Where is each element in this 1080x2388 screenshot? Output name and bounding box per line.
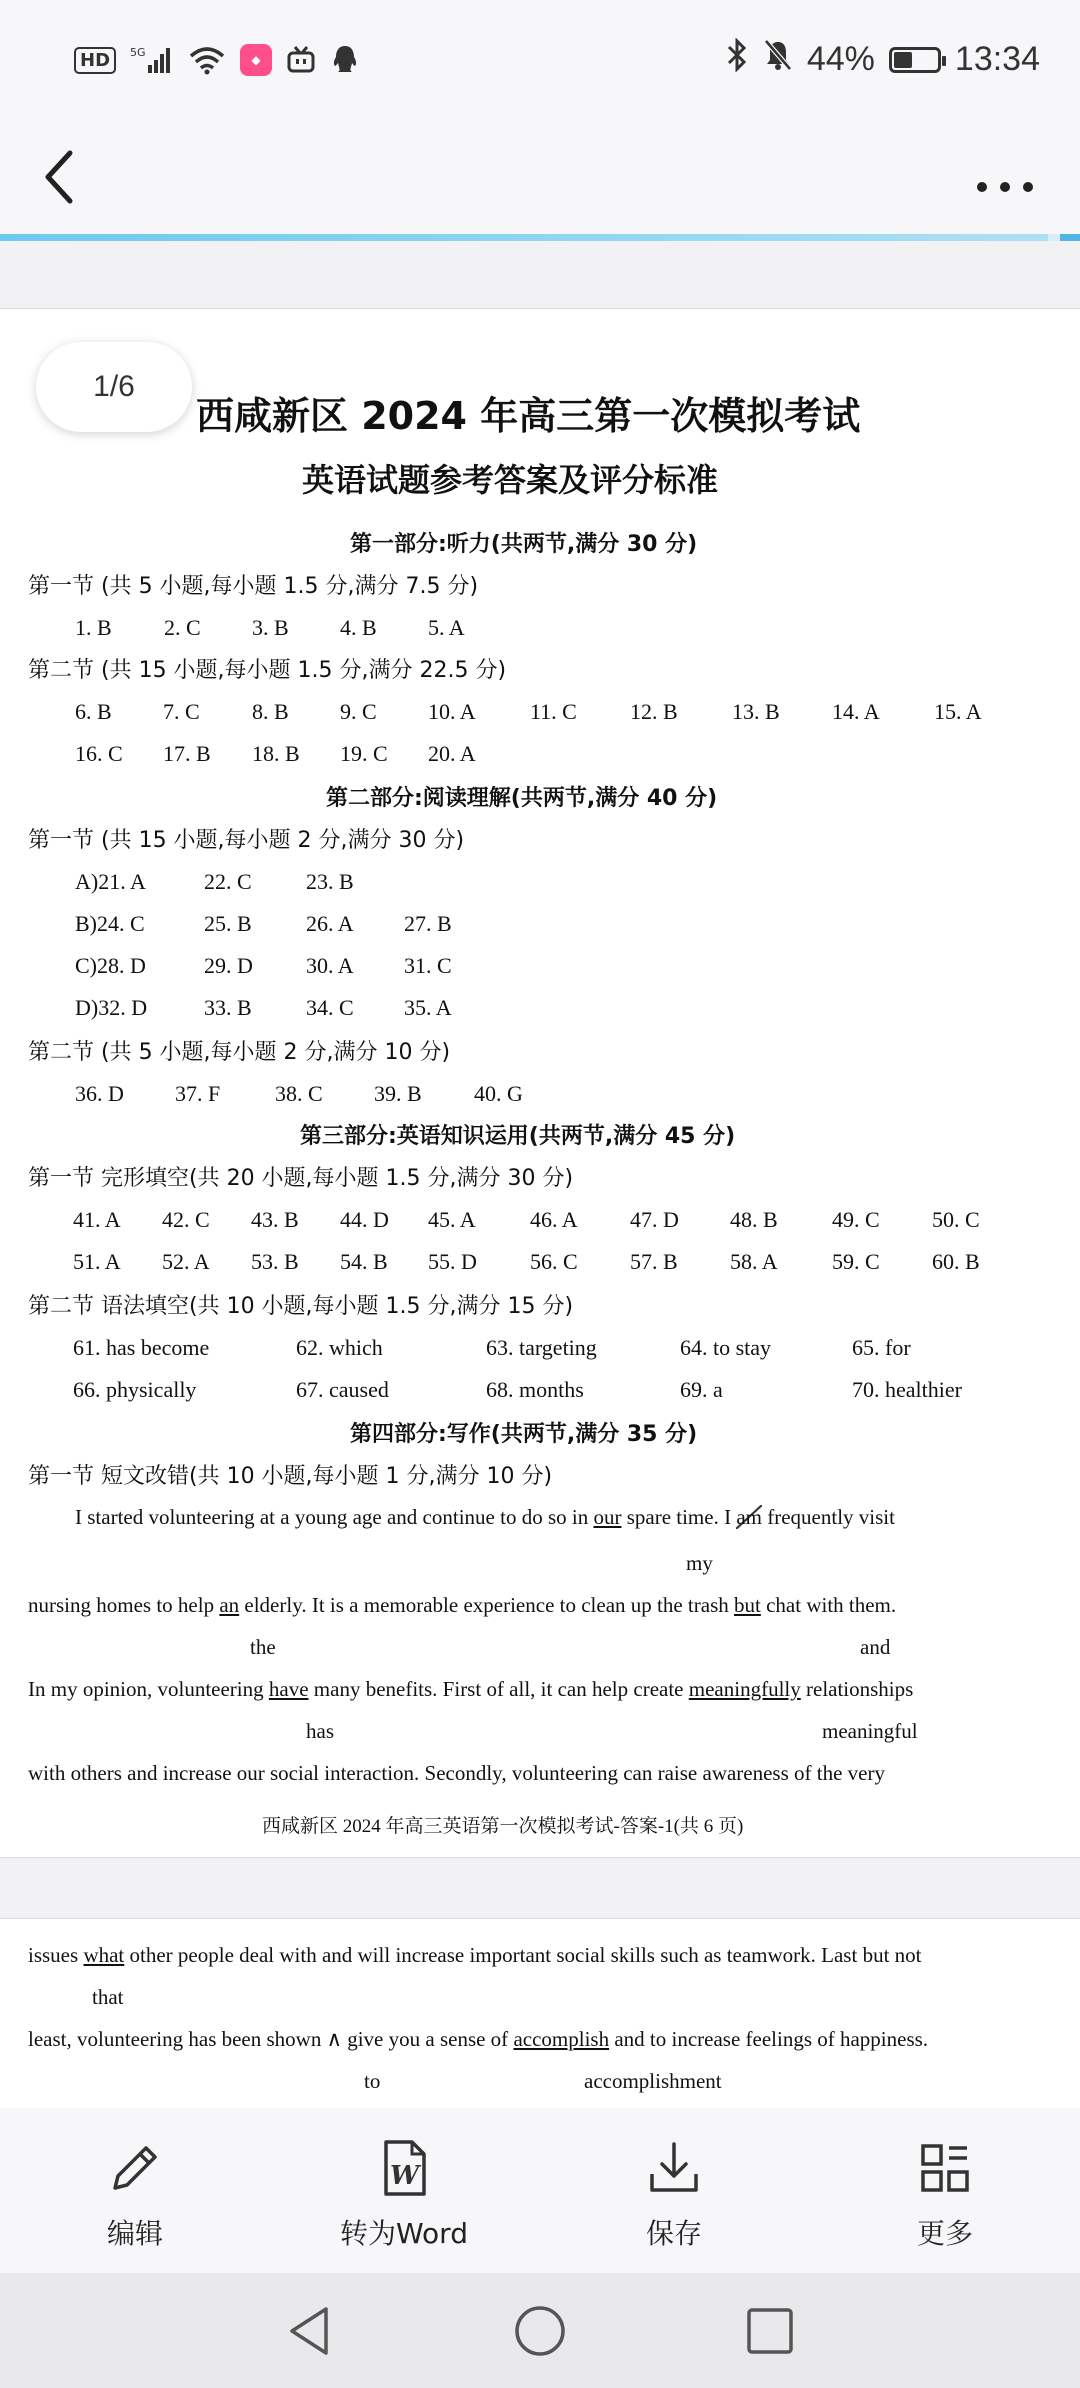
grid-icon: [915, 2138, 975, 2198]
correction-word: accomplishment: [584, 2069, 722, 2093]
page-footer: 西咸新区 2024 年高三英语第一次模拟考试-答案-1(共 6 页): [262, 1816, 744, 1837]
mute-bell-icon: [763, 38, 793, 81]
more-label: 更多: [916, 2217, 973, 2250]
correction-word: meaningful: [822, 1719, 918, 1743]
download-icon: [644, 2138, 704, 2198]
system-navigation-bar: [0, 2273, 1080, 2388]
correction-word: my: [686, 1551, 713, 1575]
doc-title: 西咸新区 2024 年高三第一次模拟考试: [196, 394, 861, 438]
part-heading: 第二部分:阅读理解(共两节,满分 40 分): [326, 786, 718, 811]
pencil-icon: [105, 2138, 165, 2198]
clock: 13:34: [954, 40, 1040, 78]
scroll-progress-bar: [0, 234, 1080, 241]
correction-word: has: [306, 1719, 334, 1743]
correction-word: that: [92, 1985, 124, 2009]
chevron-left-icon: [30, 135, 90, 215]
part-heading: 第一部分:听力(共两节,满分 30 分): [350, 532, 698, 557]
bottom-toolbar: [0, 2108, 1080, 2273]
part-heading: 第四部分:写作(共两节,满分 35 分): [350, 1422, 698, 1447]
part-heading: 第三部分:英语知识运用(共两节,满分 45 分): [300, 1124, 736, 1149]
correction-line: I started volunteering at a young age and continue to do so in our spare time. I am frequently visit: [75, 1505, 895, 1529]
insert-mark: ∧: [326, 2027, 342, 2051]
correction-word: and: [860, 1635, 891, 1659]
convert-to-word-label: 转为Word: [340, 2217, 468, 2250]
section-heading: 第一节 短文改错(共 10 小题,每小题 1 分,满分 10 分): [28, 1464, 553, 1489]
back-button[interactable]: [30, 135, 90, 215]
top-app-bar: [0, 125, 1080, 235]
correction-line: with others and increase our social interaction. Secondly, volunteering can raise awareness of the very: [28, 1761, 885, 1785]
more-dots-icon: [970, 145, 1040, 205]
correction-word: to: [364, 2069, 381, 2093]
nav-recents-icon[interactable]: [742, 2303, 798, 2359]
word-document-icon: [374, 2138, 434, 2198]
doc-subtitle: 英语试题参考答案及评分标准: [302, 461, 719, 499]
svg-text:5G: 5G: [130, 46, 146, 59]
correction-word: the: [250, 1635, 276, 1659]
correction-line: issues what other people deal with and will increase important social skills such as teamwork. Last but not: [28, 1943, 922, 1967]
correction-line: least, volunteering has been shown ∧ give you a sense of accomplish and to increase feelings of happiness.: [28, 2027, 929, 2051]
wifi-icon: [188, 45, 226, 75]
section-heading: 第一节 (共 5 小题,每小题 1.5 分,满分 7.5 分): [28, 574, 479, 599]
bluetooth-icon: [725, 38, 749, 81]
status-bar: [0, 0, 1080, 125]
signal-icon: [130, 45, 174, 75]
save-label: 保存: [645, 2217, 702, 2250]
correction-line: In my opinion, volunteering have many benefits. First of all, it can help create meaningfully relationships: [28, 1677, 914, 1701]
edit-label: 编辑: [106, 2217, 163, 2250]
more-options-button[interactable]: [970, 145, 1040, 205]
section-heading: 第一节 完形填空(共 20 小题,每小题 1.5 分,满分 30 分): [28, 1166, 574, 1191]
convert-to-word-button[interactable]: [314, 2138, 494, 2252]
nav-home-icon[interactable]: [512, 2303, 568, 2359]
edit-button[interactable]: [45, 2138, 225, 2252]
app-notification-icon: ◆: [240, 44, 272, 76]
page-indicator: 1/6: [36, 342, 192, 432]
section-heading: 第一节 (共 15 小题,每小题 2 分,满分 30 分): [28, 828, 465, 853]
tv-icon: [286, 45, 316, 75]
document-page-1[interactable]: 西咸新区 2024 年高三第一次模拟考试 英语试题参考答案及评分标准 第一部分:听力(共两节,满分 30 分) 第一节 (共 5 小题,每小题 1.5 分,满分 7.5 分) 1. B 2. C 3. B 4. B 5. A 第二节 (共 15 小题,每小题 1.5 分,满分 22.5 分) 6. B 7. C 8. B 9. C 10. A 11. C 12. B 13. B 14. A 15. A 16. C 17. B 18. B 19. C 20. A 第二部分:阅读理解(共两节,满分 40 分) 第一节 (共 15 小题,每小题 2 分,满分 30 分) A)21. A 22. C 23. B B)24. C 25. B 26. A 27. B C)28. D 29. D 30. A 31. C D)32. D 33. B 34. C 35. A 第二节 (共 5 小题,每小题 2 分,满分 10 分) 36. D 37. F 38. C 39. B 40. G 第三部分:英语知识运用(共两节,满分 45 分) 第一节 完形填空(共 20 小题,每小题 1.5 分,满分 30 分) 41. A 42. C 43. B 44. D 45. A 46. A 47. D 48. B 49. C 50. C 51. A 52. A 53. B 54. B 55. D 56. C 57. B 58. A 59. C 60. B 第二节 语法填空(共 10 小题,每小题 1.5 分,满分 15 分) 61. has become 62. which 63. targeting 64. to stay 65. for 66. physically 67. caused 68. months 69. a 70. healthier 第四部分:写作(共两节,满分 35 分) 第一节 短文改错(共 10 小题,每小题 1 分,满分 10 分) I started volunteering at a young age and continue to do so in our spare time. I am frequently visit my nursing homes to help an elderly. It is a memorable experience to clean up the trash but chat with them. the and In my opinion, volunteering have many benefits. First of all, it can help create meaningfully relationships has meaningful with others and increase our social interaction. Secondly, volunteering can raise awareness of the very 西咸新区 2024 年高三英语第一次模拟考试-答案-1(共 6 页): [0, 308, 1080, 1858]
battery-percent: 44%: [806, 40, 875, 78]
more-button[interactable]: [855, 2138, 1035, 2252]
save-button[interactable]: [584, 2138, 764, 2252]
document-page-2[interactable]: [0, 1918, 1080, 2109]
qq-icon: [330, 44, 360, 76]
hd-icon: HD: [74, 47, 116, 74]
correction-line: nursing homes to help an elderly. It is a memorable experience to clean up the trash but chat with them.: [28, 1593, 897, 1617]
deleted-word: am: [736, 1505, 762, 1529]
section-heading: 第二节 语法填空(共 10 小题,每小题 1.5 分,满分 15 分): [28, 1294, 574, 1319]
battery-icon: [889, 47, 941, 73]
svg-text:W: W: [390, 2161, 420, 2191]
nav-back-icon[interactable]: [282, 2303, 338, 2359]
section-heading: 第二节 (共 15 小题,每小题 1.5 分,满分 22.5 分): [28, 658, 507, 683]
section-heading: 第二节 (共 5 小题,每小题 2 分,满分 10 分): [28, 1040, 451, 1065]
